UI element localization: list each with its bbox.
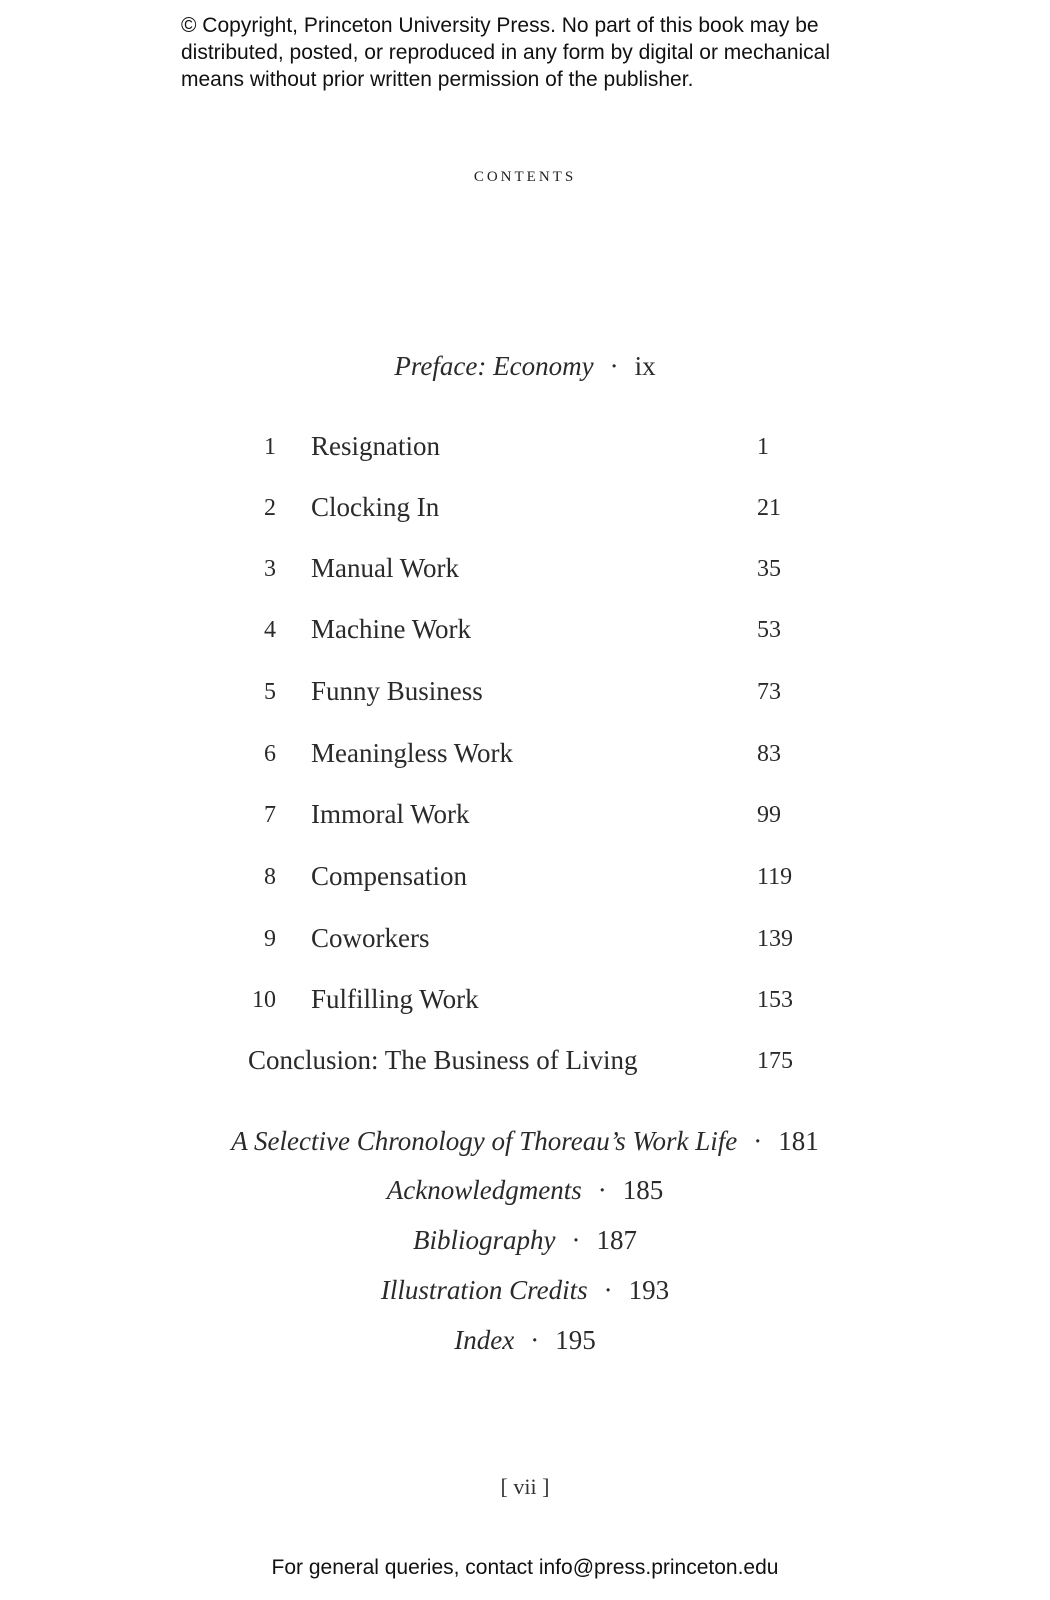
separator-dot: ·	[603, 1275, 613, 1305]
chapter-page: 73	[757, 679, 781, 705]
chapter-title: Compensation	[311, 861, 467, 891]
chapter-number: 8	[264, 864, 276, 890]
conclusion-title: Conclusion: The Business of Living	[248, 1045, 638, 1075]
separator-dot: ·	[609, 351, 619, 381]
chapter-title: Manual Work	[311, 553, 460, 583]
separator-dot: ·	[571, 1225, 581, 1255]
chapter-page: 139	[757, 926, 793, 952]
chapter-row	[0, 431, 1050, 471]
chapter-title: Fulfilling Work	[311, 984, 479, 1014]
chapter-page: 99	[757, 802, 781, 828]
copyright-line: means without prior written permission of the publisher.	[181, 68, 694, 91]
back-matter-title: Bibliography	[413, 1225, 556, 1255]
chapter-title: Immoral Work	[311, 799, 470, 829]
chapter-number: 1	[264, 434, 276, 460]
chapter-page: 83	[757, 741, 781, 767]
chapter-number: 5	[264, 679, 276, 705]
back-matter-page: 181	[778, 1126, 819, 1156]
back-matter-page: 187	[596, 1225, 637, 1255]
back-matter-title: Illustration Credits	[380, 1275, 588, 1305]
chapter-row	[0, 492, 1050, 532]
separator-dot: ·	[597, 1175, 607, 1205]
back-matter-entry	[0, 1325, 1050, 1356]
back-matter-page: 185	[622, 1175, 664, 1205]
chapter-row	[0, 923, 1050, 963]
separator-dot: ·	[753, 1126, 763, 1156]
back-matter-entry	[0, 1275, 1050, 1306]
chapter-page: 53	[757, 617, 781, 643]
chapter-page: 35	[757, 556, 781, 582]
chapter-title: Coworkers	[311, 923, 430, 953]
chapter-number: 4	[264, 617, 276, 643]
back-matter-entry	[0, 1225, 1050, 1256]
chapter-number: 2	[264, 495, 276, 521]
separator-dot: ·	[530, 1325, 540, 1355]
chapter-number: 10	[252, 987, 276, 1013]
back-matter-page: 193	[628, 1275, 670, 1305]
back-matter-page: 195	[555, 1325, 596, 1355]
copyright-notice	[181, 12, 901, 93]
chapter-title: Machine Work	[311, 614, 472, 644]
back-matter-entry	[0, 1126, 1050, 1157]
chapter-row	[0, 861, 1050, 901]
chapter-page: 119	[757, 864, 793, 890]
chapter-row	[0, 984, 1050, 1024]
chapter-title: Resignation	[311, 431, 440, 461]
chapter-number: 3	[264, 556, 276, 582]
chapter-row	[0, 676, 1050, 716]
preface-page: ix	[634, 351, 656, 381]
footer-contact: For general queries, contact info@press.princeton.edu	[271, 1556, 779, 1579]
chapter-row	[0, 553, 1050, 593]
preface-entry	[0, 351, 1050, 382]
chapter-number: 9	[264, 926, 276, 952]
chapter-title: Funny Business	[311, 676, 483, 706]
copyright-line: © Copyright, Princeton University Press. No part of this book may be	[181, 14, 819, 37]
chapter-page: 1	[757, 434, 769, 460]
chapter-row	[0, 614, 1050, 654]
chapter-number: 6	[264, 741, 276, 767]
back-matter-entry	[0, 1175, 1050, 1206]
back-matter-title: Acknowledgments	[386, 1175, 582, 1205]
chapter-page: 21	[757, 495, 781, 521]
chapter-page: 153	[757, 987, 793, 1013]
chapter-row	[0, 738, 1050, 778]
preface-title: Preface: Economy	[394, 351, 594, 381]
copyright-line: distributed, posted, or reproduced in any form by digital or mechanical	[181, 41, 831, 64]
chapter-title: Meaningless Work	[311, 738, 514, 768]
back-matter-title: Index	[454, 1325, 515, 1355]
conclusion-row	[0, 1045, 1050, 1085]
chapter-number: 7	[264, 802, 276, 828]
contents-heading: contents	[473, 162, 577, 186]
back-matter-title: A Selective Chronology of Thoreau’s Work Life	[231, 1126, 738, 1156]
page-folio: [ vii ]	[500, 1474, 550, 1499]
chapter-title: Clocking In	[311, 492, 440, 522]
conclusion-page: 175	[757, 1048, 793, 1074]
chapter-row	[0, 799, 1050, 839]
